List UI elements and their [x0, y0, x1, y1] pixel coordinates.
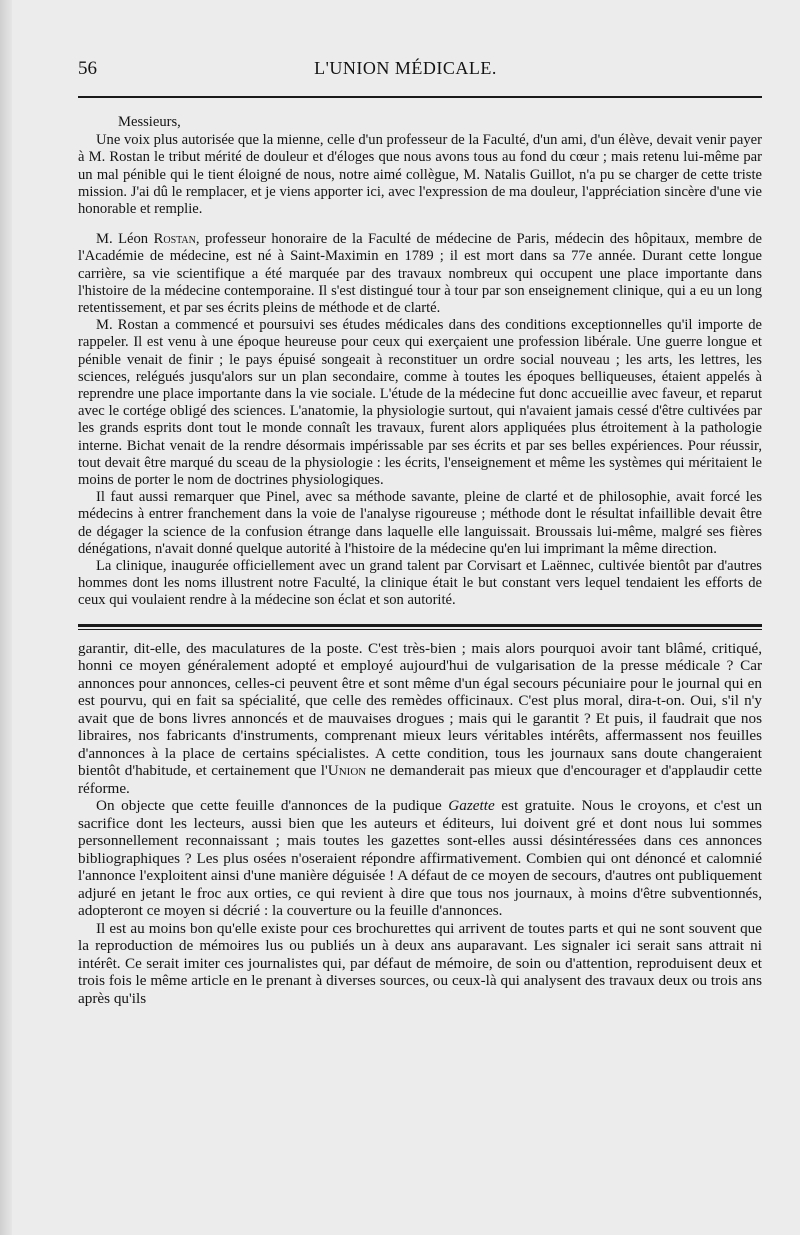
- journal-name-union: Union: [327, 762, 367, 780]
- funeral-speech: [78, 98, 762, 610]
- binding-gutter: [0, 0, 12, 1235]
- speech-paragraph: M. Rostan a commencé et poursuivi ses études médicales dans des conditions exceptionnelles qu'il importe de rappeler. Il est venu à une époque heureuse pour ceux qui exerçaient une profession libérale. Une guerre longue et pénible venait de finir ; le pays épuisé songeait à reconstituer un ordre social nouveau ; les arts, les lettres, les sciences, relégués jusqu'alors sur un plan secondaire, comme à toutes les époques belliqueuses, étaient appelés à reprendre une place importante dans la vie sociale. L'étude de la médecine fut donc accueillie avec faveur, et reparut avec le cortége obligé des sciences. L'anatomie, la physiologie surtout, qui n'avaient jamais cessé d'être cultivées par les grands esprits dont tout le monde connaît les travaux, furent alors appliquées plus étroitement à la pathologie interne. Bichat venait de la rendre désormais impérissable par ses écrits et par ses belles expériences. Pour réussir, tout devait être marqué du sceau de la physiologie : les écrits, l'enseignement et même les systèmes qui méritaient le moins de porter le nom de doctrines physiologiques.: [78, 317, 762, 489]
- running-title: L'UNION MÉDICALE.: [314, 58, 497, 78]
- speech-paragraph: Une voix plus autorisée que la mienne, celle d'un professeur de la Faculté, d'un ami, d'un élève, devait venir payer à M. Rostan le tribut mérité de douleur et d'éloges que nous avons tous au fond du cœur ; mais retenu lui-même par un mal pénible qui le tient éloigné de nous, notre aimé collègue, M. Natalis Guillot, n'a pu se charger de cette triste mission. J'ai dû le remplacer, et je viens apporter ici, avec l'expression de ma douleur, l'appréciation sincère d'une vie honorable et remplie.: [78, 132, 762, 218]
- feuilleton-text: est gratuite. Nous le croyons, et c'est un sacrifice dont les lecteurs, aussi bien que les auteurs et éditeurs, lui doivent gré et dont nous lui sommes personnellement reconnaissant ; mais toutes les gazettes sont-elles aussi désintéressées dans ces annonces bibliographiques ? Les plus osées n'oseraient répondre affirmativement. Combien qui ont dénoncé et calomnié l'annonce l'exploitent ainsi d'une manière déguisée ! A défaut de ce moyen de secours, d'autres ont publiquement adjuré en jetant le froc aux orties, ce qui revient à dire que tous nos journaux, à moins d'être subventionnés, adopteront ce moyen si décrié : la couverture ou la feuille d'annonces.: [78, 797, 762, 920]
- feuilleton-text: garantir, dit-elle, des maculatures de la poste. C'est très-bien ; mais alors pourquoi avoir tant blâmé, critiqué, honni ce moyen généralement adopté et employé aujourd'hui de vulgarisation de la presse médicale ? Car annonces pour annonces, celles-ci peuvent être et sont même d'un égal secours pécuniaire pour le journal qui en est pourvu, qui en fait sa spécialité, que celle des remèdes officinaux. C'est plus moral, dira-t-on. Oui, s'il n'y avait que de bons livres annoncés et de mauvaises drogues ; mais qui le garantit ? Et puis, il faudrait que nos libraires, nos fabricants d'instruments, comprenant mieux leurs véritables intérêts, affermassent nos feuilles d'annonces à la place de certains spécialistes. A cette condition, tous les journaux sans doute changeraient bientôt d'habitude, et certainement que l': [78, 639, 762, 780]
- feuilleton-paragraph: Il est au moins bon qu'elle existe pour ces brochurettes qui arrivent de toutes parts et qui ne sont souvent que la reproduction de mémoires lus ou publiés un à deux ans auparavant. Les signaler ici serait sans attrait ni intérêt. Ce serait imiter ces journalistes qui, par défaut de mémoire, de soin ou d'attention, reproduisent deux et trois fois le même article en le prenant à diverses sources, ou ceux-là qui analysent des travaux deux ou trois ans après qu'ils: [78, 919, 762, 1007]
- speech-paragraph: Il faut aussi remarquer que Pinel, avec sa méthode savante, pleine de clarté et de philosophie, avait forcé les médecins à entrer franchement dans la voie de l'analyse rigoureuse ; méthode dont le résultat infaillible devait être de dégager la science de la confusion étrange dans laquelle elle languissait. Broussais lui-même, malgré ses fières dénégations, n'avait donné quelque autorité à l'histoire de la médecine qu'en lui imprimant la même direction.: [78, 489, 762, 557]
- journal-name-gazette: Gazette: [448, 797, 495, 815]
- page-header: [78, 0, 762, 88]
- page-number: 56: [78, 58, 97, 79]
- speech-salutation: Messieurs,: [118, 114, 181, 130]
- feuilleton-paragraph: [78, 640, 762, 798]
- feuilleton-paragraph: [78, 797, 762, 920]
- feuilleton-section: [78, 630, 762, 1008]
- speech-paragraph: La clinique, inaugurée officiellement avec un grand talent par Corvisart et Laënnec, cultivée bientôt par d'autres hommes dont les noms illustrent notre Faculté, la clinique était le but constant vers lequel tendaient les efforts de ceux qui voulaient rendre à la médecine son éclat et son autorité.: [78, 558, 762, 609]
- feuilleton-text: ne demanderait pas mieux que d'encourager et d'applaudir cette réforme.: [78, 762, 762, 797]
- feuilleton-text: On objecte que cette feuille d'annonces de la pudique: [96, 797, 449, 815]
- speech-name-rostan: Rostan: [153, 231, 196, 248]
- speech-paragraph: [78, 231, 762, 317]
- speech-text: , professeur honoraire de la Faculté de médecine de Paris, médecin des hôpitaux, membre de l'Académie de médecine, est né à Saint-Maximin en 1789 ; il est mort dans sa 77e année. Durant cette longue carrière, sa vie scientifique a été marquée par des travaux nombreux qui occupent une place importante dans l'histoire de la médecine contemporaine. Il s'est distingué tour à tour par son enseignement clinique, qui a eu un long retentissement, et par ses écrits pleins de méthode et de clarté.: [78, 231, 762, 317]
- speech-text: M. Léon: [96, 231, 154, 248]
